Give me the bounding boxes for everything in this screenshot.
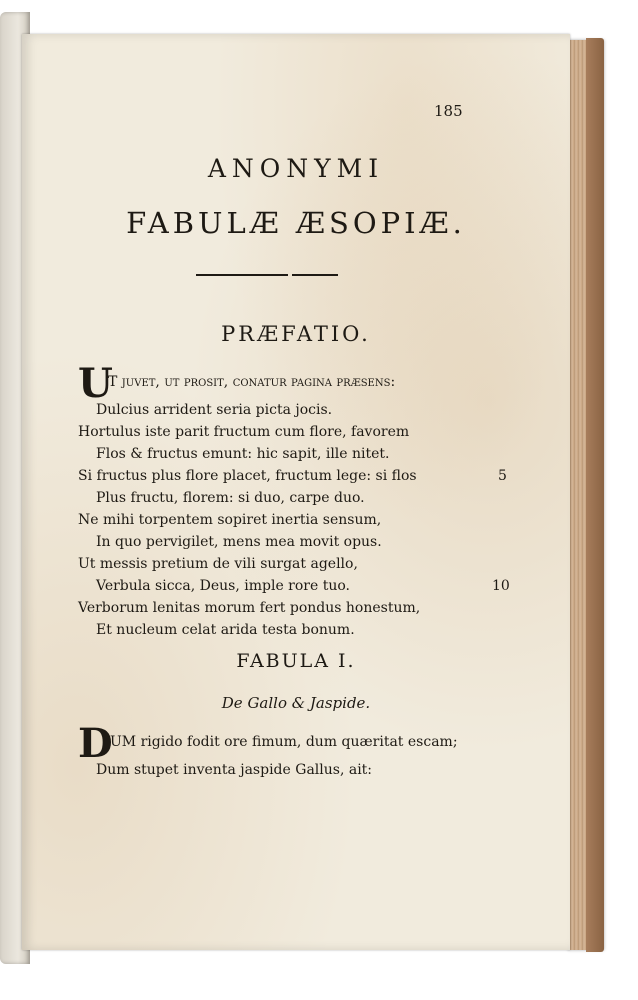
right-cover (586, 38, 604, 952)
poem-line: Flos & fructus emunt: hic sapit, ille nitet. (96, 446, 390, 462)
fable-line: Dum stupet inventa jaspide Gallus, ait: (96, 762, 373, 778)
fable-subtitle: De Gallo & Jaspide. (221, 694, 371, 712)
title-line-1: ANONYMI (207, 154, 385, 183)
poem-line: Verbula sicca, Deus, imple rore tuo. (96, 578, 351, 594)
drop-cap: D (78, 720, 113, 767)
preface-heading: PRÆFATIO. (221, 322, 371, 346)
poem-line: Et nucleum celat arida testa bonum. (96, 622, 355, 638)
line-number: 5 (498, 468, 507, 484)
fable-heading: FABULA I. (236, 650, 356, 672)
drop-cap: U (78, 360, 113, 407)
poem-line: Plus fructu, florem: si duo, carpe duo. (96, 490, 365, 506)
poem-line: Ne mihi torpentem sopiret inertia sensum, (78, 512, 382, 528)
poem-line: Verborum lenitas morum fert pondus honestum, (78, 600, 421, 616)
page-number: 185 (434, 102, 463, 120)
poem-line: Hortulus iste parit fructum cum flore, favorem (78, 424, 410, 440)
poem-line: T juvet, ut prosit, conatur pagina præsens: (108, 374, 396, 390)
poem-line: In quo pervigilet, mens mea movit opus. (96, 534, 382, 550)
ornamental-rule (196, 274, 288, 276)
ornamental-rule (292, 274, 338, 276)
title-line-2: FABULÆ ÆSOPIÆ. (126, 206, 466, 240)
line-number: 10 (492, 578, 510, 594)
poem-line: Ut messis pretium de vili surgat agello, (78, 556, 358, 572)
poem-line: Si fructus plus flore placet, fructum lege: si flos (78, 468, 417, 484)
poem-line: Dulcius arrident seria picta jocis. (96, 402, 333, 418)
book-page (22, 34, 570, 950)
fable-line: UM rigido fodit ore fimum, dum quæritat escam; (110, 734, 458, 750)
